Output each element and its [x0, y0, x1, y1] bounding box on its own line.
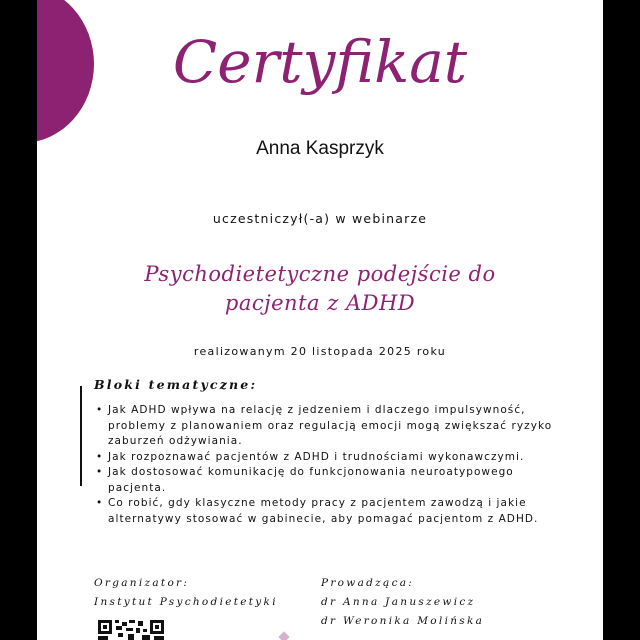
recipient-name: Anna Kasprzyk: [256, 138, 384, 159]
organizer-block: [94, 574, 278, 612]
certificate-page: [37, 0, 603, 640]
lecturers-block: [321, 574, 484, 631]
certificate-title: Certyfikat: [172, 28, 468, 96]
topic-item: • Co robić, gdy klasyczne metody pracy z pacjentem zawodzą i jakie alternatywy stosować w gabinecie, aby pomagać pacjentom z ADHD.: [96, 496, 566, 527]
participated-text: uczestniczył(-a) w webinarze: [212, 211, 428, 226]
webinar-title: Psychodietetyczne podejście do pacjenta z ADHD: [144, 262, 496, 315]
topics-heading: Bloki tematyczne:: [94, 377, 258, 392]
lecturer-name: dr Anna Januszewicz: [321, 596, 476, 608]
topics-list: [96, 403, 566, 527]
topic-item: • Jak ADHD wpływa na relację z jedzeniem i dlaczego impulsywność, problemy z planowaniem oraz regulacją emocji mogą zwiększać ryzyko zaburzeń odżywiania.: [96, 403, 566, 450]
qr-code-icon: [98, 620, 164, 640]
topic-item: • Jak dostosować komunikację do funkcjonowania neuroatypowego pacjenta.: [96, 465, 566, 496]
topics-divider: [80, 386, 82, 486]
topic-item: • Jak rozpoznawać pacjentów z ADHD i trudnościami wykonawczymi.: [96, 450, 566, 466]
lecturer-name: dr Weronika Molińska: [321, 615, 485, 627]
organizer-name: Instytut Psychodietetyki: [94, 596, 278, 608]
lecturers-label: Prowadząca:: [321, 577, 415, 589]
decorative-mark: [278, 631, 289, 640]
organizer-label: Organizator:: [94, 577, 190, 589]
webinar-date: realizowanym 20 listopada 2025 roku: [193, 345, 447, 358]
